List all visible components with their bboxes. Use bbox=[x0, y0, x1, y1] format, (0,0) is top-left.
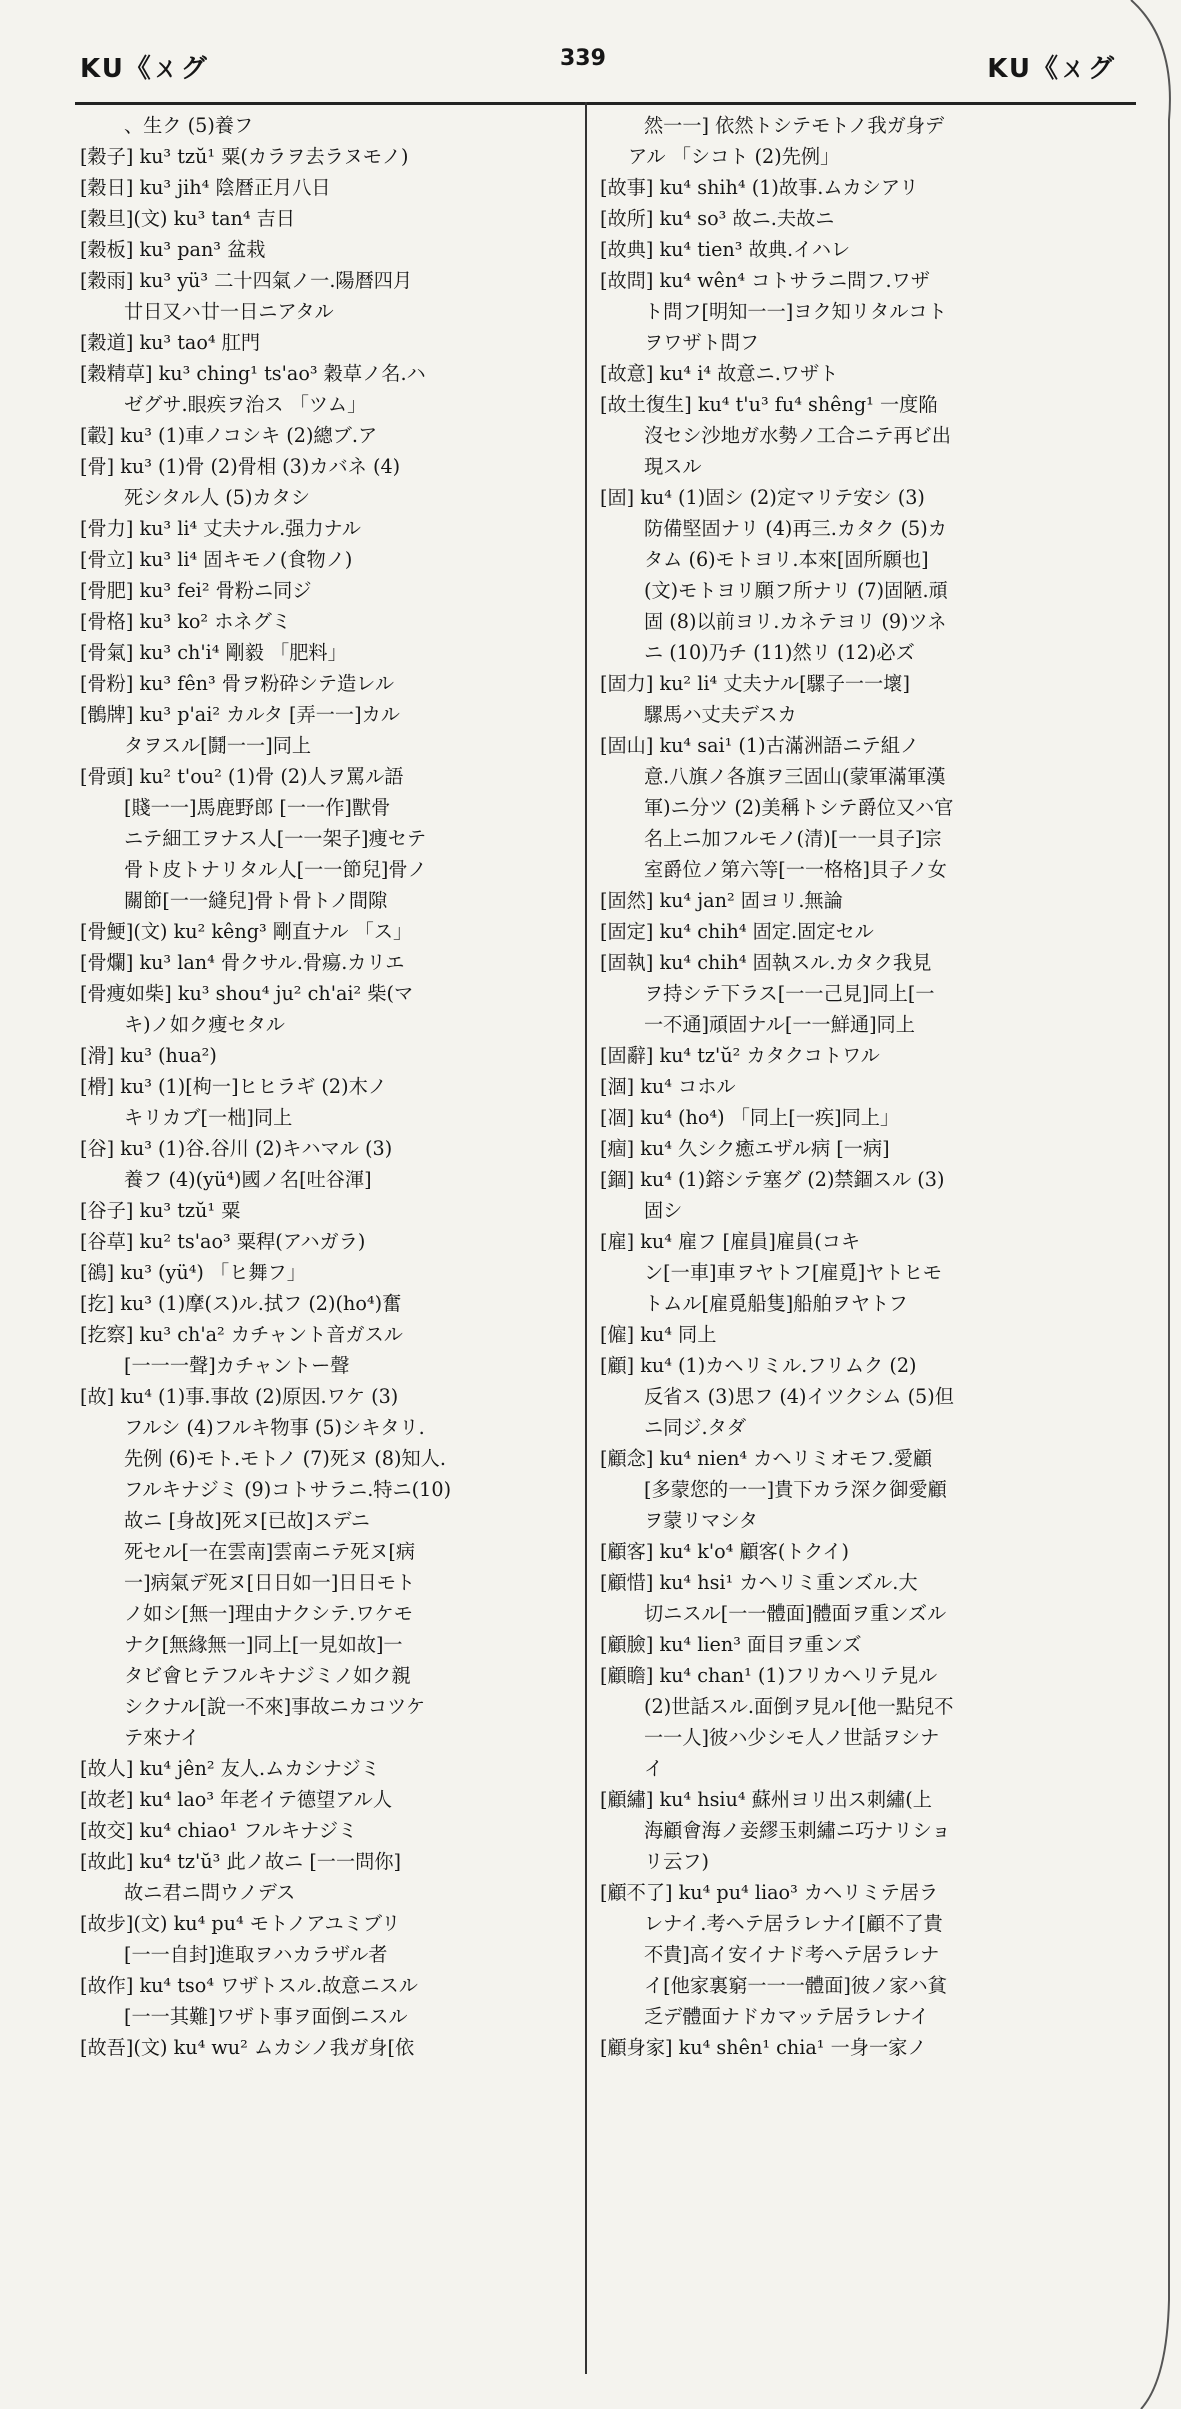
dictionary-line: ヲ蒙リマシタ bbox=[644, 1509, 758, 1532]
dictionary-line: [顧繡] ku⁴ hsiu⁴ 蘇州ヨリ出ス刺繡(上 bbox=[600, 1788, 932, 1811]
dictionary-line: [穀日] ku³ jih⁴ 陰暦正月八日 bbox=[80, 176, 331, 199]
dictionary-line: [故交] ku⁴ chiao¹ フルキナジミ bbox=[80, 1819, 358, 1842]
dictionary-line: [顧身家] ku⁴ shên¹ chia¹ 一身一家ノ bbox=[600, 2036, 927, 2059]
left-column bbox=[80, 110, 580, 2370]
dictionary-line: [骨立] ku³ li⁴ 固キモノ(食物ノ) bbox=[80, 548, 353, 571]
dictionary-line: 先例 (6)モト.モトノ (7)死ヌ (8)知人. bbox=[124, 1447, 446, 1470]
dictionary-line: ヲワザト問フ bbox=[644, 331, 760, 354]
dictionary-line: [一一一聲]カチャントー聲 bbox=[124, 1354, 350, 1377]
dictionary-line: [骨氣] ku³ ch'i⁴ 剛毅 「肥料」 bbox=[80, 641, 347, 664]
dictionary-line: 骨ト皮トナリタル人[一一節兒]骨ノ bbox=[124, 858, 427, 881]
dictionary-line: 反省ス (3)思フ (4)イツクシム (5)但 bbox=[644, 1385, 954, 1408]
dictionary-line: [顧瞻] ku⁴ chan¹ (1)フリカヘリテ見ル bbox=[600, 1664, 938, 1687]
dictionary-line: 防備堅固ナリ (4)再三.カタク (5)カ bbox=[644, 517, 947, 540]
dictionary-line: [谷子] ku³ tzŭ¹ 粟 bbox=[80, 1199, 241, 1222]
dictionary-line: [扢察] ku³ ch'a² カチャント音ガスル bbox=[80, 1323, 403, 1346]
dictionary-line: 養フ (4)(yü⁴)國ノ名[吐谷渾] bbox=[124, 1168, 372, 1191]
dictionary-line: 固 (8)以前ヨリ.カネテヨリ (9)ツネ bbox=[644, 610, 947, 633]
dictionary-line: [涸] ku⁴ コホル bbox=[600, 1075, 736, 1098]
dictionary-line: [故此] ku⁴ tz'ŭ³ 此ノ故ニ [一一問你] bbox=[80, 1850, 402, 1873]
dictionary-line: [谷] ku³ (1)谷.谷川 (2)キハマル (3) bbox=[80, 1137, 393, 1160]
dictionary-line: トムル[雇覓船隻]船舶ヲヤトフ bbox=[644, 1292, 908, 1315]
dictionary-line: 故ニ [身故]死ヌ[已故]スデニ bbox=[124, 1509, 370, 1532]
dictionary-line: [固然] ku⁴ jan² 固ヨリ.無論 bbox=[600, 889, 843, 912]
dictionary-line: [顧惜] ku⁴ hsi¹ カヘリミ重ンズル.大 bbox=[600, 1571, 918, 1594]
dictionary-line: [故老] ku⁴ lao³ 年老イテ德望アル人 bbox=[80, 1788, 393, 1811]
header-rule bbox=[75, 102, 1136, 105]
dictionary-line: [轂] ku³ (1)車ノコシキ (2)總ブ.ア bbox=[80, 424, 378, 447]
dictionary-line: 然一一] 依然トシテモトノ我ガ身デ bbox=[644, 114, 945, 137]
column-divider bbox=[585, 102, 587, 2374]
dictionary-line: イ[他家裏窮一一一體面]彼ノ家ハ貧 bbox=[644, 1974, 947, 1997]
dictionary-line: ニ同ジ.タダ bbox=[644, 1416, 747, 1439]
dictionary-line: [顧客] ku⁴ k'o⁴ 顧客(トクイ) bbox=[600, 1540, 850, 1563]
dictionary-line: [固辭] ku⁴ tz'ŭ² カタクコトワル bbox=[600, 1044, 880, 1067]
dictionary-line: [賤一一]馬鹿野郎 [一一作]獸骨 bbox=[124, 796, 391, 819]
dictionary-line: リ云フ) bbox=[644, 1850, 710, 1873]
dictionary-line: 故ニ君ニ問ウノデス bbox=[124, 1881, 296, 1904]
dictionary-line: [故典] ku⁴ tien³ 故典.イハレ bbox=[600, 238, 851, 261]
dictionary-line: タム (6)モトヨリ.本來[固所願也] bbox=[644, 548, 929, 571]
dictionary-line: テ來ナイ bbox=[124, 1726, 200, 1749]
dictionary-line: イ bbox=[644, 1757, 664, 1780]
dictionary-line: ン[一車]車ヲヤトフ[雇覓]ヤトヒモ bbox=[644, 1261, 942, 1284]
dictionary-line: ニテ細工ヲナス人[一一架子]痩セテ bbox=[124, 827, 427, 850]
dictionary-line: [顧念] ku⁴ nien⁴ カヘリミオモフ.愛顧 bbox=[600, 1447, 933, 1470]
dictionary-line: [固定] ku⁴ chih⁴ 固定.固定セル bbox=[600, 920, 874, 943]
dictionary-line: [故] ku⁴ (1)事.事故 (2)原因.ワケ (3) bbox=[80, 1385, 399, 1408]
dictionary-line: タヲスル[鬪一一]同上 bbox=[124, 734, 312, 757]
dictionary-line: ニ (10)乃チ (11)然リ (12)必ズ bbox=[644, 641, 915, 664]
dictionary-line: [雇] ku⁴ 雇フ [雇員]雇員(コキ bbox=[600, 1230, 861, 1253]
dictionary-line: [顧臉] ku⁴ lien³ 面目ヲ重ンズ bbox=[600, 1633, 862, 1656]
header-left-guide: KU《ㄨグ bbox=[80, 54, 209, 84]
dictionary-line: [骨爛] ku³ lan⁴ 骨クサル.骨瘍.カリエ bbox=[80, 951, 405, 974]
dictionary-line: 現スル bbox=[644, 455, 702, 478]
dictionary-line: 切ニスル[一一體面]體面ヲ重ンズル bbox=[644, 1602, 947, 1625]
dictionary-line: [穀子] ku³ tzŭ¹ 粟(カラヲ去ラヌモノ) bbox=[80, 145, 409, 168]
dictionary-line: [鵒] ku³ (yü⁴) 「ヒ舞フ」 bbox=[80, 1261, 306, 1284]
dictionary-line: アル 「シコト (2)先例」 bbox=[628, 145, 840, 168]
page-header bbox=[70, 40, 1126, 90]
dictionary-line: [骨] ku³ (1)骨 (2)骨相 (3)カバネ (4) bbox=[80, 455, 401, 478]
dictionary-line: [穀板] ku³ pan³ 盆栽 bbox=[80, 238, 266, 261]
dictionary-line: [谷草] ku² ts'ao³ 粟稈(アハガラ) bbox=[80, 1230, 366, 1253]
dictionary-line: [骨鯁](文) ku² kêng³ 剛直ナル 「ス」 bbox=[80, 920, 413, 943]
dictionary-line: 騾馬ハ丈夫デスカ bbox=[644, 703, 797, 726]
dictionary-line: [扢] ku³ (1)摩(ス)ル.拭フ (2)(ho⁴)奮 bbox=[80, 1292, 402, 1315]
dictionary-line: [骨頭] ku² t'ou² (1)骨 (2)人ヲ罵ル語 bbox=[80, 765, 404, 788]
dictionary-line: [故吾](文) ku⁴ wu² ムカシノ我ガ身[依 bbox=[80, 2036, 415, 2059]
dictionary-line: 固シ bbox=[644, 1199, 683, 1222]
dictionary-line: 、生ク (5)養フ bbox=[124, 114, 254, 137]
dictionary-line: [鶻牌] ku³ p'ai² カルタ [弄一一]カル bbox=[80, 703, 400, 726]
dictionary-line: [顧] ku⁴ (1)カヘリミル.フリムク (2) bbox=[600, 1354, 917, 1377]
dictionary-line: [榾] ku³ (1)[枸一]ヒヒラギ (2)木ノ bbox=[80, 1075, 387, 1098]
dictionary-line: 海顧會海ノ妾繆玉刺繡ニ巧ナリショ bbox=[644, 1819, 951, 1842]
dictionary-line: レナイ.考ヘテ居ラレナイ[顧不了貴 bbox=[644, 1912, 943, 1935]
dictionary-line: [穀精草] ku³ ching¹ ts'ao³ 穀草ノ名.ハ bbox=[80, 362, 426, 385]
dictionary-line: シクナル[說一不來]事故ニカコツケ bbox=[124, 1695, 426, 1718]
dictionary-line: 室爵位ノ第六等[一一格格]貝子ノ女 bbox=[644, 858, 947, 881]
dictionary-line: [故土復生] ku⁴ t'u³ fu⁴ shêng¹ 一度陥 bbox=[600, 393, 938, 416]
dictionary-line: [骨肥] ku³ fei² 骨粉ニ同ジ bbox=[80, 579, 312, 602]
dictionary-line: ゼグサ.眼疾ヲ治ス 「ツム」 bbox=[124, 393, 367, 416]
right-column bbox=[600, 110, 1100, 2370]
dictionary-line: [骨力] ku³ li⁴ 丈夫ナル.强力ナル bbox=[80, 517, 361, 540]
dictionary-line: [僱] ku⁴ 同上 bbox=[600, 1323, 717, 1346]
dictionary-line: 一一人]彼ハ少シモ人ノ世話ヲシナ bbox=[644, 1726, 940, 1749]
dictionary-line: (2)世話スル.面倒ヲ見ル[他一點兒不 bbox=[644, 1695, 954, 1718]
dictionary-line: [故步](文) ku⁴ pu⁴ モトノアユミブリ bbox=[80, 1912, 401, 1935]
dictionary-line: [固山] ku⁴ sai¹ (1)古滿洲語ニテ組ノ bbox=[600, 734, 920, 757]
dictionary-line: [固力] ku² li⁴ 丈夫ナル[騾子一一壞] bbox=[600, 672, 910, 695]
page-number: 339 bbox=[560, 46, 606, 71]
dictionary-line: 死シタル人 (5)カタシ bbox=[124, 486, 311, 509]
dictionary-line: [穀雨] ku³ yü³ 二十四氣ノ一.陽暦四月 bbox=[80, 269, 413, 292]
dictionary-line: [骨痩如柴] ku³ shou⁴ ju² ch'ai² 柴(マ bbox=[80, 982, 414, 1005]
dictionary-line: [穀旦](文) ku³ tan⁴ 吉日 bbox=[80, 207, 296, 230]
dictionary-line: フルキナジミ (9)コトサラニ.特ニ(10) bbox=[124, 1478, 452, 1501]
dictionary-line: [多蒙您的一一]貴下カラ深ク御愛顧 bbox=[644, 1478, 947, 1501]
header-right-guide: KU《ㄨグ bbox=[987, 54, 1116, 84]
dictionary-line: [故事] ku⁴ shih⁴ (1)故事.ムカシアリ bbox=[600, 176, 919, 199]
dictionary-line: [滑] ku³ (hua²) bbox=[80, 1044, 217, 1067]
dictionary-line: 軍)ニ分ツ (2)美稱トシテ爵位又ハ官 bbox=[644, 796, 954, 819]
dictionary-line: ヲ持シテ下ラス[一一己見]同上[一 bbox=[644, 982, 935, 1005]
dictionary-line: [骨粉] ku³ fên³ 骨ヲ粉砕シテ造レル bbox=[80, 672, 395, 695]
dictionary-line: 廿日又ハ廿一日ニアタル bbox=[124, 300, 334, 323]
dictionary-line: フルシ (4)フルキ物事 (5)シキタリ. bbox=[124, 1416, 425, 1439]
dictionary-line: [故意] ku⁴ i⁴ 故意ニ.ワザト bbox=[600, 362, 839, 385]
dictionary-line: (文)モトヨリ願フ所ナリ (7)固陋.頑 bbox=[644, 579, 948, 602]
dictionary-line: [骨格] ku³ ko² ホネグミ bbox=[80, 610, 291, 633]
dictionary-line: 沒セシ沙地ガ水勢ノ工合ニテ再ビ出 bbox=[644, 424, 951, 447]
page-edge-shadow bbox=[1121, 0, 1181, 2409]
dictionary-line: [一一其難]ワザト事ヲ面倒ニスル bbox=[124, 2005, 408, 2028]
dictionary-line: [痼] ku⁴ 久シク癒エザル病 [一病] bbox=[600, 1137, 890, 1160]
dictionary-line: ノ如シ[無一]理由ナクシテ.ワケモ bbox=[124, 1602, 413, 1625]
dictionary-line: キリカブ[一柮]同上 bbox=[124, 1106, 293, 1129]
dictionary-line: 不貴]高イ安イナド考ヘテ居ラレナ bbox=[644, 1943, 940, 1966]
dictionary-line: [故問] ku⁴ wên⁴ コトサラニ問フ.ワザ bbox=[600, 269, 930, 292]
dictionary-line: 乏デ體面ナドカマッテ居ラレナイ bbox=[644, 2005, 930, 2028]
dictionary-line: 名上ニ加フルモノ(清)[一一貝子]宗 bbox=[644, 827, 942, 850]
dictionary-line: タビ會ヒテフルキナジミノ如ク親 bbox=[124, 1664, 411, 1687]
dictionary-line: 關節[一一縫兒]骨ト骨トノ間隙 bbox=[124, 889, 388, 912]
dictionary-line: 死セル[一在雲南]雲南ニテ死ヌ[病 bbox=[124, 1540, 416, 1563]
dictionary-line: [故所] ku⁴ so³ 故ニ.夫故ニ bbox=[600, 207, 835, 230]
dictionary-line: [固執] ku⁴ chih⁴ 固執スル.カタク我見 bbox=[600, 951, 932, 974]
dictionary-line: [故人] ku⁴ jên² 友人.ムカシナジミ bbox=[80, 1757, 380, 1780]
dictionary-line: 一]病氣デ死ヌ[日日如一]日日モト bbox=[124, 1571, 416, 1594]
dictionary-line: 一不通]頑固ナル[一一鮮通]同上 bbox=[644, 1013, 915, 1036]
dictionary-line: [顧不了] ku⁴ pu⁴ liao³ カヘリミテ居ラ bbox=[600, 1881, 939, 1904]
dictionary-line: [凅] ku⁴ (ho⁴) 「同上[一疾]同上」 bbox=[600, 1106, 900, 1129]
dictionary-line: [一一自封]進取ヲハカラザル者 bbox=[124, 1943, 388, 1966]
dictionary-line: [錮] ku⁴ (1)鎔シテ塞グ (2)禁錮スル (3) bbox=[600, 1168, 945, 1191]
dictionary-line: キ)ノ如ク痩セタル bbox=[124, 1013, 285, 1036]
dictionary-line: ト問フ[明知一一]ヨク知リタルコト bbox=[644, 300, 947, 323]
dictionary-line: [穀道] ku³ tao⁴ 肛門 bbox=[80, 331, 261, 354]
dictionary-line: [固] ku⁴ (1)固シ (2)定マリテ安シ (3) bbox=[600, 486, 925, 509]
dictionary-line: ナク[無緣無一]同上[一見如故]一 bbox=[124, 1633, 403, 1656]
dictionary-line: [故作] ku⁴ tso⁴ ワザトスル.故意ニスル bbox=[80, 1974, 418, 1997]
dictionary-line: 意.八旗ノ各旗ヲ三固山(蒙軍滿軍漢 bbox=[644, 765, 946, 788]
